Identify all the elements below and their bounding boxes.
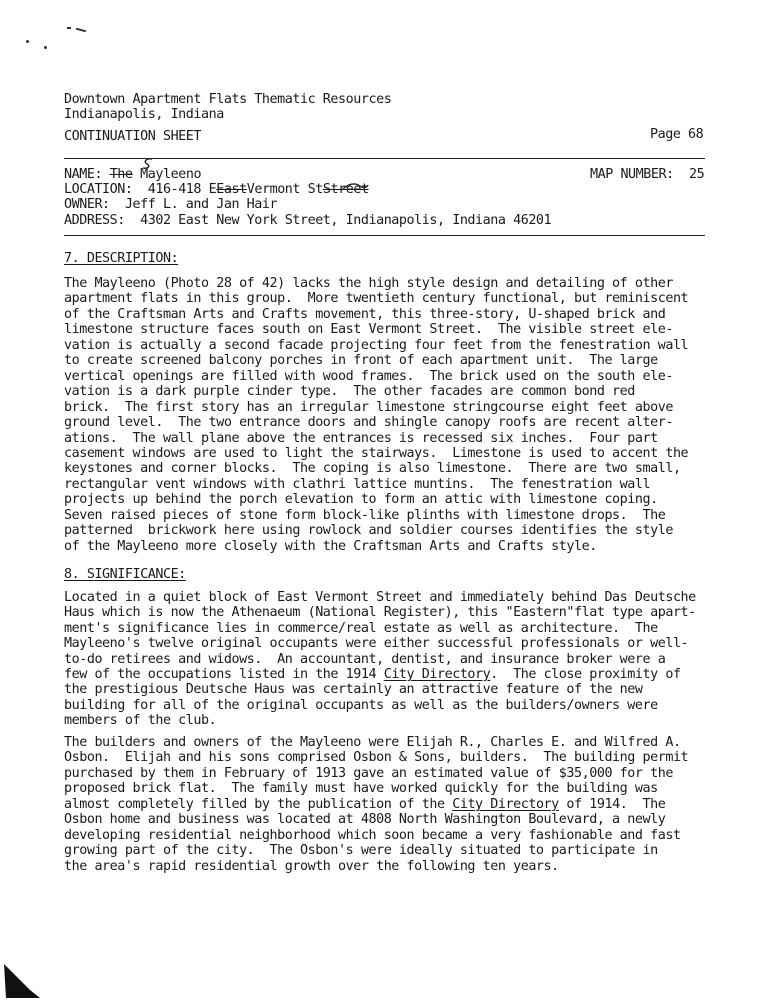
text-run: . The close proximity of: [490, 667, 681, 682]
location-number: 416-418: [147, 182, 202, 197]
significance-line: proposed brick flat. The family must have worked quickly for the building was: [64, 781, 658, 796]
city-directory-title: City Directory: [452, 797, 559, 812]
description-line: ground level. The two entrance doors and shingle canopy roofs are recent alter-: [64, 415, 673, 431]
description-line: vation is a dark purple cinder type. The other facades are common bond red: [64, 384, 635, 400]
significance-line: purchased by them in February of 1913 gave an estimated value of $35,000 for the: [64, 766, 673, 781]
description-line: vation is actually a second facade projecting four feet from the fenestration wall: [64, 337, 689, 353]
scan-speck: [76, 28, 86, 33]
handwritten-correction: [340, 178, 370, 194]
significance-line: The builders and owners of the Mayleeno were Elijah R., Charles E. and Wilfred A.: [64, 735, 681, 750]
description-line: ations. The wall plane above the entrances is recessed six inches. Four part: [64, 430, 658, 446]
description-line: rectangular vent windows with clathri lattice muntins. The fenestration wall: [64, 476, 651, 492]
significance-line: to-do retirees and widows. An accountant, dentist, and insurance broker were a: [64, 652, 666, 667]
description-line: The Mayleeno (Photo 28 of 42) lacks the high style design and detailing of other: [64, 276, 673, 291]
scan-speck: [44, 46, 47, 49]
description-line: of the Mayleeno more closely with the Craftsman Arts and Crafts style.: [64, 538, 597, 554]
location-label: LOCATION:: [64, 182, 133, 197]
significance-line: [64, 797, 665, 813]
description-line: to create screened balcony porches in front of each apartment unit. The large: [64, 353, 658, 369]
name-row: [64, 167, 201, 183]
description-line: patterned brickwork here using rowlock and soldier courses identifies the style: [64, 523, 673, 539]
significance-line: Osbon home and business was located at 4808 North Washington Boulevard, a newly: [64, 812, 666, 827]
name-value: Mayleeno: [140, 167, 202, 182]
significance-line: Haus which is now the Athenaeum (National Register), this "Eastern"flat type apart-: [64, 605, 696, 620]
sheet-label: CONTINUATION SHEET: [64, 129, 202, 144]
text-run: of 1914. The: [558, 797, 666, 812]
significance-line: developing residential neighborhood which soon became a very fashionable and fast: [64, 828, 681, 843]
location-struck-street: Street: [322, 182, 369, 197]
significance-line: Osbon. Elijah and his sons comprised Osbon & Sons, builders. The building permit: [64, 750, 689, 765]
description-line: Seven raised pieces of stone form block-like plinths with limestone drops. The: [64, 507, 666, 523]
city-directory-title: City Directory: [383, 667, 491, 682]
location-row: [64, 182, 369, 198]
significance-line: the area's rapid residential growth over the following ten years.: [64, 859, 559, 874]
page-number: Page 68: [650, 127, 704, 142]
document-title: Downtown Apartment Flats Thematic Resources: [64, 92, 392, 107]
name-struck: The: [109, 167, 133, 182]
map-number: MAP NUMBER: 25: [590, 167, 705, 182]
document-subtitle: Indianapolis, Indiana: [64, 107, 224, 122]
text-run: almost completely filled by the publication of the: [64, 797, 453, 812]
owner-row: OWNER: Jeff L. and Jan Hair: [64, 197, 278, 212]
description-line: of the Craftsman Arts and Crafts movement, this three-story, U-shaped brick and: [64, 306, 666, 322]
location-e: E: [208, 182, 217, 197]
significance-line: [64, 667, 681, 683]
text-run: few of the occupations listed in the 1914: [64, 667, 384, 682]
description-line: limestone structure faces south on East Vermont Street. The visible street ele-: [64, 322, 673, 338]
handwritten-correction: [138, 156, 158, 172]
description-line: keystones and corner blocks. The coping is also limestone. There are two small,: [64, 461, 681, 477]
significance-line: the prestigious Deutsche Haus was certainly an attractive feature of the new: [64, 682, 643, 697]
scan-speck: [26, 40, 29, 43]
record-divider: [64, 235, 705, 236]
description-line: apartment flats in this group. More twentieth century functional, but reminiscent: [64, 291, 689, 307]
significance-line: building for all of the original occupants as well as the builders/owners were: [64, 698, 658, 713]
significance-line: Mayleeno's twelve original occupants were either successful professionals or well-: [64, 636, 689, 651]
significance-line: members of the club.: [64, 713, 217, 728]
description-line: projects up behind the porch elevation to form an attic with limestone coping.: [64, 492, 658, 508]
description-line: casement windows are used to light the stairways. Limestone is used to accent the: [64, 445, 689, 461]
significance-heading: 8. SIGNIFICANCE:: [64, 567, 186, 582]
location-street-name: Vermont: [246, 182, 301, 197]
significance-line: growing part of the city. The Osbon's were ideally situated to participate in: [64, 843, 658, 858]
address-row: ADDRESS: 4302 East New York Street, Indianapolis, Indiana 46201: [64, 213, 552, 228]
header-divider: [64, 158, 705, 159]
significance-line: Located in a quiet block of East Vermont Street and immediately behind Das Deutsche: [64, 590, 696, 605]
location-st: St: [307, 182, 323, 197]
description-line: vertical openings are filled with wood frames. The brick used on the south ele-: [64, 368, 673, 384]
name-label: NAME:: [64, 167, 103, 182]
scan-speck: [67, 27, 71, 29]
significance-line: ment's significance lies in commerce/real estate as well as architecture. The: [64, 621, 658, 636]
description-heading: 7. DESCRIPTION:: [64, 251, 179, 266]
location-struck-east: East: [216, 182, 247, 197]
corner-scan-mark: [0, 960, 40, 1000]
description-line: brick. The first story has an irregular limestone stringcourse eight feet above: [64, 399, 673, 415]
